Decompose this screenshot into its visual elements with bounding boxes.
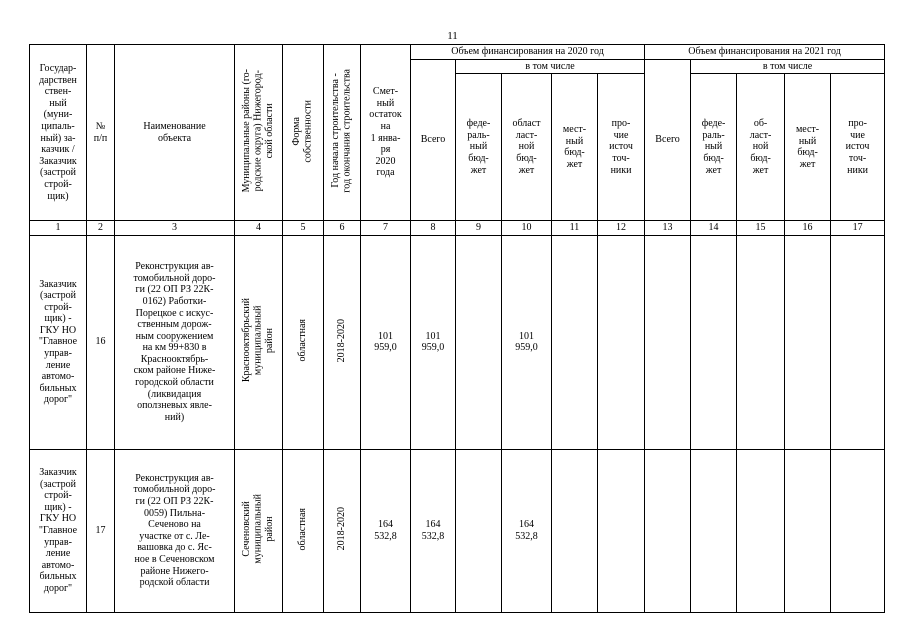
row-total-2021 [645,235,691,449]
column-number: 10 [502,221,552,236]
row-estimate: 101 959,0 [361,235,411,449]
header-customer: Государ- дарствен ствен- ный (муни- ципаль- ный) за- казчик / Заказчик (застрой строй- щик) [30,45,87,221]
row-customer: Заказчик (застрой строй- щик) - ГКУ НО "Главное управ- ление автомо- бильных дорог" [30,449,87,612]
row-ownership: областная [283,235,324,449]
header-regional-2020: област ласт- ной бюд- жет [502,74,552,221]
header-ownership: Форма собственности [283,45,324,221]
row-object-name: Реконструкция ав- томобильной доро- ги (22 ОП РЗ 22К- 0059) Пильна- Сеченово на участке от с. Ле- вашовка до с. Яс- ное в Сеченовском районе Нижего- родской области [115,449,235,612]
header-including-2020: в том числе [456,59,645,74]
row-regional-2021 [737,235,785,449]
row-ownership: областная [283,449,324,612]
table-row [30,235,885,449]
row-local-2020 [552,449,598,612]
row-federal-2020 [456,235,502,449]
header-other-2021: про- чие источ точ- ники [831,74,885,221]
column-number: 6 [324,221,361,236]
row-federal-2020 [456,449,502,612]
column-number: 1 [30,221,87,236]
header-estimate: Смет- ный остаток на 1 янва- ря 2020 года [361,45,411,221]
row-other-2020 [598,235,645,449]
row-regional-2020: 164 532,8 [502,449,552,612]
header-total-2020: Всего [411,59,456,221]
column-number: 8 [411,221,456,236]
row-federal-2021 [691,449,737,612]
row-object-name: Реконструкция ав- томобильной доро- ги (22 ОП РЗ 22К- 0162) Работки- Порецкое с искус- ственным дорож- ным сооружением на км 99+830 в Краснооктябрь- ском районе Ниже- городской области (ликвидация оползневых явле- ний) [115,235,235,449]
row-total-2020: 101 959,0 [411,235,456,449]
row-total-2020: 164 532,8 [411,449,456,612]
row-estimate: 164 532,8 [361,449,411,612]
row-local-2021 [785,449,831,612]
header-years: Год начала строительства - год окончания строительства [324,45,361,221]
row-other-2020 [598,449,645,612]
column-number: 2 [87,221,115,236]
header-financing-2021: Объем финансирования на 2021 год [645,45,885,60]
column-number: 13 [645,221,691,236]
header-other-2020: про- чие источ точ- ники [598,74,645,221]
header-district: Муниципальные районы (го- родские округа) Нижегород- ской области [235,45,283,221]
header-financing-2020: Объем финансирования на 2020 год [411,45,645,60]
header-federal-2021: феде- раль- ный бюд- жет [691,74,737,221]
row-local-2020 [552,235,598,449]
column-number: 15 [737,221,785,236]
row-local-2021 [785,235,831,449]
row-years: 2018-2020 [324,449,361,612]
header-object-name: Наименование объекта [115,45,235,221]
column-number: 14 [691,221,737,236]
row-district: Краснооктябрьский муниципальный район [235,235,283,449]
row-regional-2021 [737,449,785,612]
financing-table [29,44,885,613]
header-local-2021: мест- ный бюд- жет [785,74,831,221]
column-number: 12 [598,221,645,236]
row-district: Сеченовский муниципальный район [235,449,283,612]
header-number: № п/п [87,45,115,221]
header-including-2021: в том числе [691,59,885,74]
row-federal-2021 [691,235,737,449]
row-number: 16 [87,235,115,449]
header-local-2020: мест- ный бюд- жет [552,74,598,221]
column-number-row [30,221,885,236]
table-row [30,449,885,612]
row-number: 17 [87,449,115,612]
row-customer: Заказчик (застрой строй- щик) - ГКУ НО "Главное управ- ление автомо- бильных дорог" [30,235,87,449]
header-total-2021: Всего [645,59,691,221]
column-number: 17 [831,221,885,236]
row-other-2021 [831,449,885,612]
column-number: 9 [456,221,502,236]
column-number: 11 [552,221,598,236]
column-number: 7 [361,221,411,236]
column-number: 4 [235,221,283,236]
row-years: 2018-2020 [324,235,361,449]
page-number: 11 [447,30,458,42]
header-federal-2020: феде- раль- ный бюд- жет [456,74,502,221]
column-number: 16 [785,221,831,236]
column-number: 3 [115,221,235,236]
row-total-2021 [645,449,691,612]
row-regional-2020: 101 959,0 [502,235,552,449]
column-number: 5 [283,221,324,236]
row-other-2021 [831,235,885,449]
header-regional-2021: об- ласт- ной бюд- жет [737,74,785,221]
